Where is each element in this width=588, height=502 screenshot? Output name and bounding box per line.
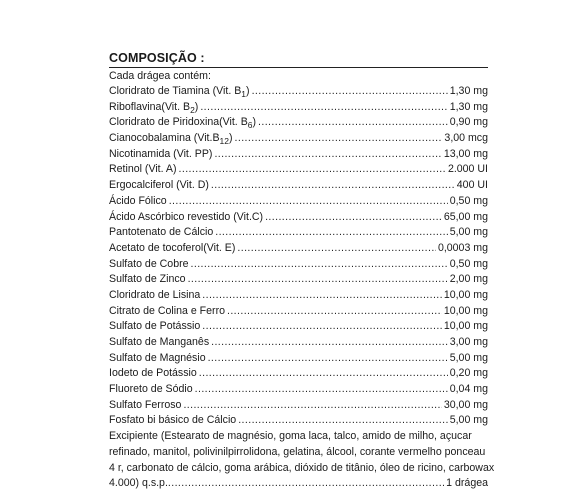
leader-dots bbox=[202, 288, 442, 304]
ingredient-amount: 3,00 mcg bbox=[444, 132, 488, 145]
ingredient-subscript: 2 bbox=[190, 104, 195, 115]
ingredient-name-text: Pantotenato de Cálcio bbox=[109, 226, 214, 239]
ingredient-name-text: Sulfato de Zinco bbox=[109, 273, 186, 286]
excipient-qsp-label: 4.000) q.s.p. bbox=[109, 477, 168, 490]
title-divider bbox=[109, 67, 488, 68]
ingredient-name bbox=[109, 162, 179, 178]
ingredient-amount: 0,50 mg bbox=[449, 194, 488, 207]
ingredient-amount: 30,00 mg bbox=[443, 398, 488, 411]
ingredient-amount: 0,90 mg bbox=[449, 116, 488, 129]
ingredient-amount: 13,00 mg bbox=[443, 147, 488, 160]
leader-dots bbox=[191, 257, 448, 273]
ingredient-name bbox=[109, 131, 235, 147]
ingredient-row bbox=[109, 147, 488, 163]
ingredient-name bbox=[109, 210, 265, 226]
ingredient-amount: 1,30 mg bbox=[449, 85, 488, 97]
ingredient-name-text: Sulfato de Potássio bbox=[109, 320, 201, 333]
ingredient-row bbox=[109, 304, 488, 320]
ingredient-amount: 0,04 mg bbox=[449, 383, 488, 396]
ingredient-name-text: Ergocalciferol (Vit. D) bbox=[109, 179, 209, 192]
ingredient-name bbox=[109, 304, 227, 320]
ingredient-name bbox=[109, 351, 208, 367]
ingredient-row bbox=[109, 178, 488, 194]
ingredient-amount: 65,00 mg bbox=[443, 210, 488, 223]
leader-dots bbox=[183, 398, 441, 414]
ingredient-name bbox=[109, 225, 215, 241]
ingredient-name bbox=[109, 241, 237, 257]
ingredient-name bbox=[109, 319, 202, 335]
ingredient-name-tail: ) bbox=[194, 100, 199, 113]
leader-dots bbox=[252, 84, 448, 100]
leader-dots bbox=[169, 194, 448, 210]
ingredient-name-text: Fluoreto de Sódio bbox=[109, 383, 193, 396]
ingredient-amount: 0,20 mg bbox=[449, 367, 488, 380]
leader-dots bbox=[168, 476, 446, 492]
ingredient-row bbox=[109, 319, 488, 335]
section-title: COMPOSIÇÃO : bbox=[109, 51, 205, 65]
ingredient-name-text: Acetato de tocoferol(Vit. E) bbox=[109, 241, 236, 254]
ingredient-name bbox=[109, 335, 211, 351]
leader-dots bbox=[235, 131, 443, 147]
ingredient-subscript: 6 bbox=[247, 120, 253, 131]
ingredient-row bbox=[109, 272, 488, 288]
ingredient-name-text: Ácido Fólico bbox=[109, 194, 167, 207]
ingredient-name-text: Retinol (Vit. A) bbox=[109, 163, 177, 176]
ingredient-row bbox=[109, 162, 488, 178]
ingredient-amount: 5,00 mg bbox=[449, 351, 488, 364]
ingredient-name-text: Cloridrato de Piridoxina(Vit. B bbox=[109, 116, 248, 129]
ingredient-amount: 10,00 mg bbox=[443, 304, 488, 317]
ingredient-name bbox=[109, 100, 200, 116]
ingredient-row bbox=[109, 210, 488, 226]
ingredient-name-text: Sulfato Ferroso bbox=[109, 398, 182, 411]
leader-dots bbox=[211, 335, 448, 351]
ingredient-name-text: Nicotinamida (Vit. PP) bbox=[109, 147, 213, 160]
leader-dots bbox=[214, 147, 441, 163]
leader-dots bbox=[199, 366, 448, 382]
excipient-block bbox=[109, 429, 495, 492]
ingredient-row bbox=[109, 288, 488, 304]
ingredient-amount: 2.000 UI bbox=[447, 163, 488, 176]
ingredient-name-text: Cloridrato de Lisina bbox=[109, 288, 201, 301]
ingredient-name bbox=[109, 288, 202, 304]
leader-dots bbox=[195, 382, 448, 398]
leader-dots bbox=[265, 210, 442, 226]
ingredient-subscript: 1 bbox=[241, 89, 247, 99]
ingredient-name-text: Sulfato de Manganês bbox=[109, 336, 210, 348]
ingredient-name bbox=[109, 413, 238, 429]
leader-dots bbox=[258, 115, 448, 131]
ingredient-amount: 5,00 mg bbox=[449, 414, 488, 427]
ingredient-row bbox=[109, 351, 488, 367]
ingredient-row bbox=[109, 194, 488, 210]
excipient-qsp-value: 1 drágea bbox=[446, 477, 488, 490]
intro-text: Cada drágea contém: bbox=[109, 70, 211, 82]
ingredient-name-text: Cloridrato de Tiamina (Vit. B bbox=[109, 85, 242, 97]
ingredient-name-text: Citrato de Colina e Ferro bbox=[109, 304, 225, 317]
ingredient-amount: 0,0003 mg bbox=[437, 241, 488, 254]
ingredient-row bbox=[109, 100, 488, 116]
ingredient-amount: 10,00 mg bbox=[443, 288, 488, 301]
ingredient-name bbox=[109, 366, 199, 382]
ingredient-row bbox=[109, 241, 488, 257]
composition-panel bbox=[109, 49, 495, 492]
leader-dots bbox=[179, 162, 446, 178]
ingredient-name-text: Fosfato bi básico de Cálcio bbox=[109, 414, 237, 427]
leader-dots bbox=[211, 178, 455, 194]
ingredient-amount: 1,30 mg bbox=[449, 100, 488, 113]
ingredient-row bbox=[109, 257, 488, 273]
ingredient-subscript: 12 bbox=[219, 136, 229, 147]
ingredient-amount: 3,00 mg bbox=[449, 336, 488, 348]
leader-dots bbox=[200, 100, 447, 116]
excipient-qsp-line bbox=[109, 476, 488, 492]
ingredient-amount: 5,00 mg bbox=[449, 226, 488, 239]
ingredient-row bbox=[109, 335, 488, 351]
ingredient-amount: 10,00 mg bbox=[443, 320, 488, 333]
excipient-line: Excipiente (Estearato de magnésio, goma laca, talco, amido de milho, açucar bbox=[109, 430, 472, 443]
ingredient-row bbox=[109, 413, 488, 429]
ingredient-name-text: Riboflavina(Vit. B bbox=[109, 100, 191, 113]
ingredient-row bbox=[109, 225, 488, 241]
ingredient-name bbox=[109, 147, 214, 163]
ingredient-name-text: Cianocobalamina (Vit.B bbox=[109, 132, 220, 145]
leader-dots bbox=[238, 413, 448, 429]
ingredient-row bbox=[109, 366, 488, 382]
ingredient-name-text: Ácido Ascórbico revestido (Vit.C) bbox=[109, 210, 264, 223]
ingredient-amount: 400 UI bbox=[456, 179, 488, 192]
ingredient-row bbox=[109, 382, 488, 398]
ingredient-name bbox=[109, 194, 169, 210]
excipient-line: refinado, manitol, polivinilpirrolidona, gelatina, álcool, corante vermelho ponceau bbox=[109, 445, 486, 458]
ingredient-name-tail: ) bbox=[252, 116, 257, 129]
ingredient-name-text: Sulfato de Cobre bbox=[109, 257, 189, 270]
leader-dots bbox=[188, 272, 448, 288]
ingredient-name-tail: ) bbox=[228, 132, 233, 145]
leader-dots bbox=[208, 351, 448, 367]
ingredient-row bbox=[109, 84, 488, 100]
ingredient-name bbox=[109, 382, 195, 398]
ingredient-amount: 2,00 mg bbox=[449, 273, 488, 286]
ingredient-amount: 0,50 mg bbox=[449, 257, 488, 270]
ingredient-row bbox=[109, 115, 488, 131]
ingredient-name-tail: ) bbox=[246, 85, 250, 97]
excipient-line: 4 r, carbonato de cálcio, goma arábica, dióxido de titânio, óleo de ricino, carbowax bbox=[109, 461, 495, 474]
ingredient-name bbox=[109, 398, 183, 414]
ingredient-row bbox=[109, 131, 488, 147]
leader-dots bbox=[227, 304, 442, 320]
ingredient-name-text: Iodeto de Potássio bbox=[109, 367, 197, 380]
ingredient-list bbox=[109, 84, 488, 429]
leader-dots bbox=[202, 319, 442, 335]
leader-dots bbox=[237, 241, 436, 257]
leader-dots bbox=[215, 225, 447, 241]
ingredient-name-text: Sulfato de Magnésio bbox=[109, 351, 206, 364]
ingredient-name bbox=[109, 115, 258, 131]
ingredient-name bbox=[109, 257, 191, 273]
ingredient-name bbox=[109, 178, 211, 194]
ingredient-name bbox=[109, 84, 252, 100]
ingredient-row bbox=[109, 398, 488, 414]
ingredient-name bbox=[109, 272, 188, 288]
